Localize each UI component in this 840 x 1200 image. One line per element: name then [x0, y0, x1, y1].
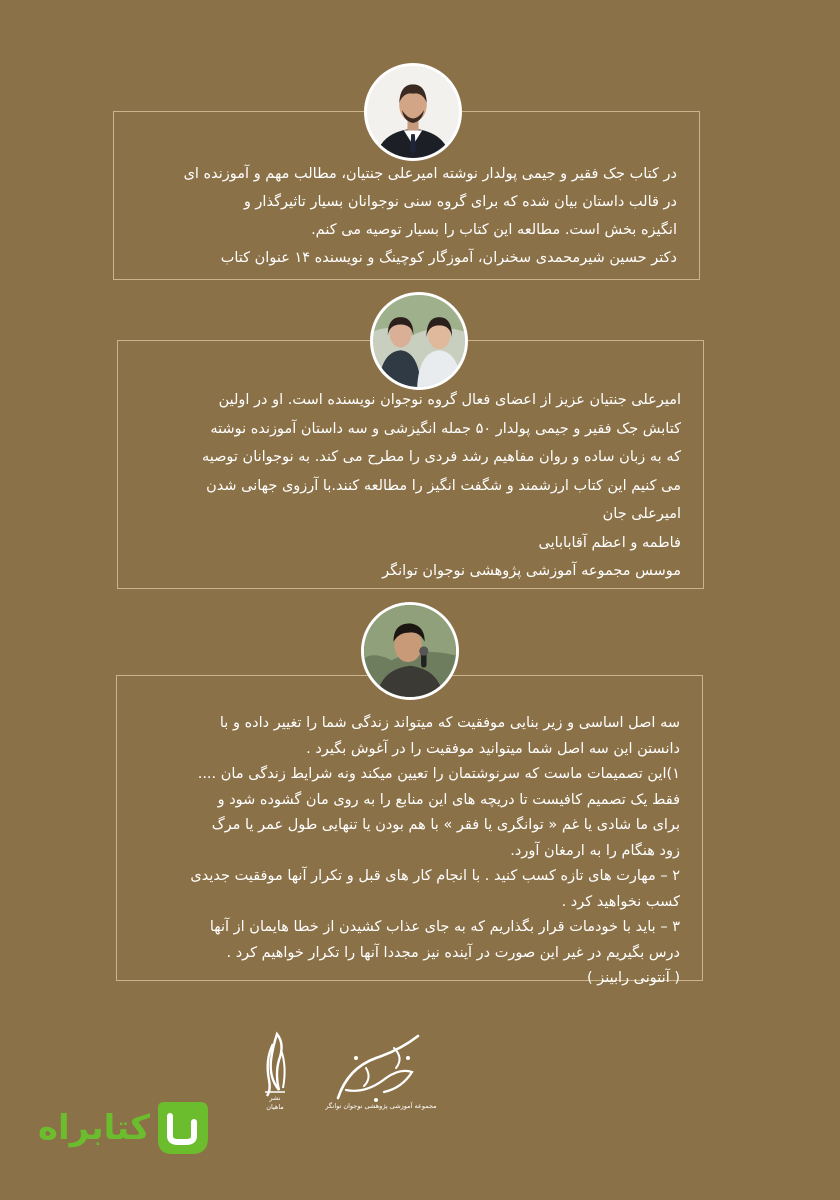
testimonial-line: انگیزه بخش است. مطالعه این کتاب را بسیار توصیه می کنم. — [311, 222, 677, 238]
ketabrah-logo — [37, 1098, 212, 1160]
testimonial-line: در کتاب جک فقیر و جیمی پولدار نوشته امیرعلی جنتیان، مطالب مهم و آموزنده ای — [183, 166, 677, 182]
testimonial-author: دکتر حسین شیرمحمدی سخنران، آموزگار کوچینگ و نویسنده ۱۴ عنوان کتاب — [220, 250, 677, 266]
testimonial-box-3 — [116, 675, 703, 986]
testimonial-line: درس بگیریم در غیر این صورت در آینده نیز مجددا آنها را تکرار خواهیم کرد . — [226, 944, 680, 961]
testimonial-line: که به زبان ساده و روان مفاهیم رشد فردی را مطرح می کند. به نوجوانان توصیه — [201, 449, 681, 465]
testimonial-line: امیرعلی جنتیان عزیز از اعضای فعال گروه نوجوان نویسنده است. او در اولین — [218, 392, 681, 408]
testimonial-line: سه اصل اساسی و زیر بنایی موفقیت که میتواند زندگی شما را تغییر داده و با — [219, 715, 680, 731]
testimonial-line: برای ما شادی یا غم « توانگری یا فقر » با هم بودن یا تنهایی طول عمر یا مرگ — [211, 817, 680, 833]
tavangar-caption: مجموعه آموزشی پژوهشی نوجوان توانگر — [325, 1102, 437, 1110]
author-photo-man-in-suit — [364, 63, 462, 161]
ketabrah-wordmark: کتابراه — [37, 1108, 150, 1148]
testimonial-line: ۲ – مهارت های تازه کسب کنید . با انجام کار های قبل و تکرار آنها موفقیت جدیدی — [190, 868, 680, 884]
testimonial-line: فقط یک تصمیم کافیست تا دریچه های این منابع را به روی مان گشوده شود و — [217, 791, 680, 808]
testimonial-author: فاطمه و اعظم آقابابایی — [538, 534, 681, 551]
testimonial-line: در قالب داستان بیان شده که برای گروه سنی نوجوانان بسیار تاثیرگذار و — [243, 194, 677, 210]
testimonial-line: می کنیم این کتاب ارزشمند و شگفت انگیز را مطالعه کنند.با آرزوی جهانی شدن — [206, 477, 681, 494]
testimonial-line: دانستن این سه اصل شما میتوانید موفقیت را در آغوش بگیرد . — [306, 740, 680, 757]
testimonial-author: ( آنتونی رابینز ) — [586, 970, 680, 986]
author-photo-boy-with-microphone — [361, 602, 459, 700]
mahyan-caption-line-1: نشر — [269, 1094, 281, 1102]
mahyan-caption-line-2: ماهیان — [266, 1103, 284, 1111]
testimonial-line: امیرعلی جان — [602, 506, 681, 522]
ketabrah-book-icon — [152, 1098, 212, 1158]
testimonial-line: ۳ – باید با خودمات قرار بگذاریم که به جای عذاب کشیدن از خطا هایمان از آنها — [209, 919, 680, 935]
testimonial-line: ۱)این تصمیمات ماست که سرنوشتمان را تعیین میکند ونه شرایط زندگی مان .... — [197, 766, 680, 782]
testimonial-line: کسب نخواهید کرد . — [561, 893, 680, 910]
mahyan-caption — [252, 1094, 298, 1112]
testimonial-author-role: موسس مجموعه آموزشی پژوهشی نوجوان توانگر — [382, 563, 681, 579]
testimonial-line: کتابش جک فقیر و جیمی پولدار ۵۰ جمله انگیزشی و سه داستان آموزنده نوشته — [210, 420, 681, 437]
testimonial-line: زود هنگام را به ارمغان آورد. — [510, 842, 680, 859]
author-photo-two-women — [370, 292, 468, 390]
